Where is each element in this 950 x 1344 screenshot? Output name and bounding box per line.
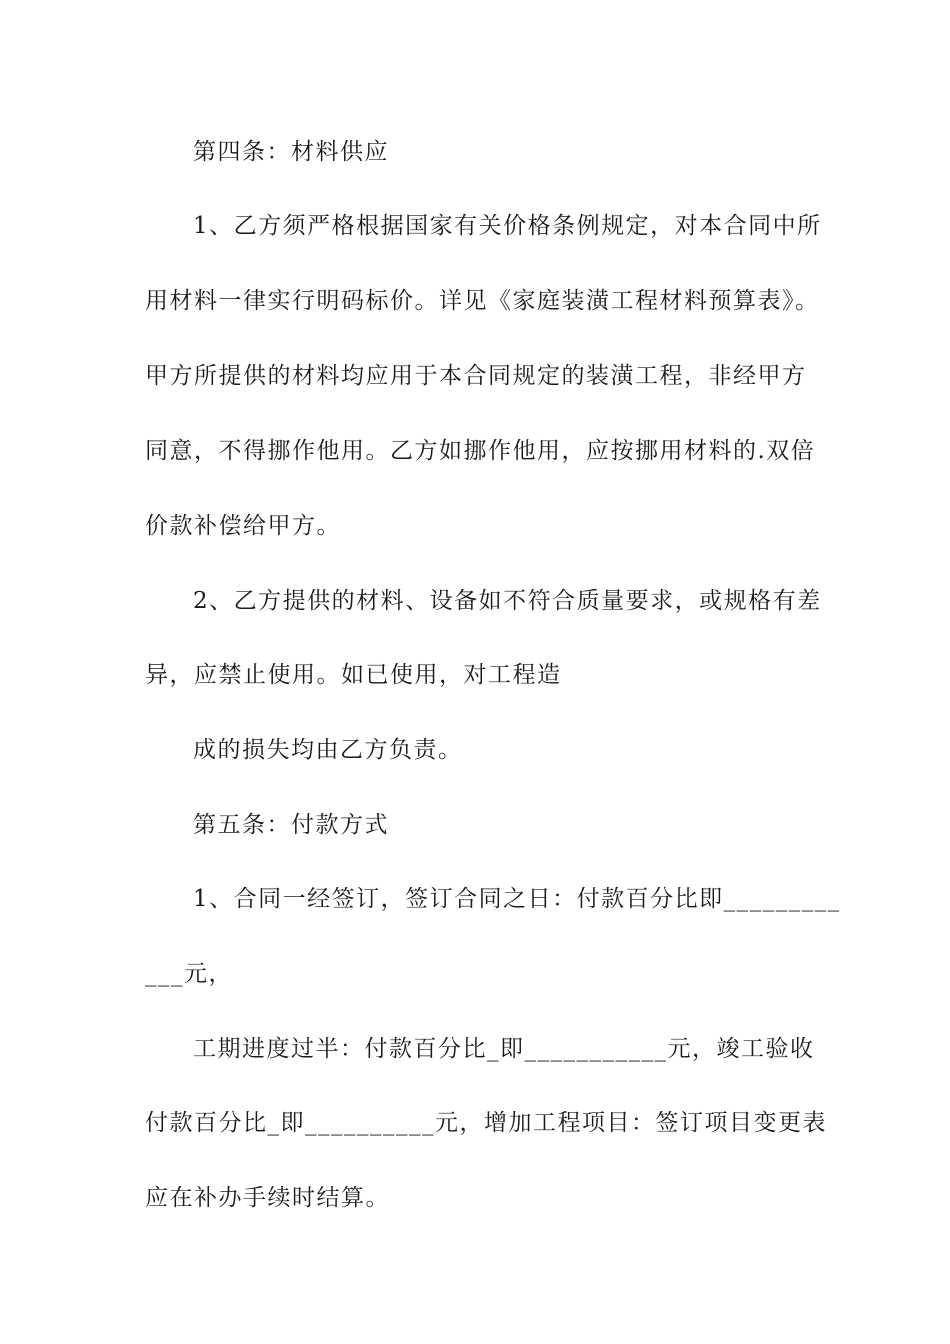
paragraph-line: 应在补办手续时结算。 xyxy=(145,1185,390,1211)
paragraph-line: 用材料一律实行明码标价。详见《家庭装潢工程材料预算表》。 xyxy=(145,288,820,314)
paragraph-line: 工期进度过半：付款百分比_即___________元，竣工验收 xyxy=(193,1036,815,1062)
section-heading-4: 第四条：材料供应 xyxy=(193,139,389,165)
paragraph-line: 付款百分比_即__________元，增加工程项目：签订项目变更表 xyxy=(145,1110,827,1136)
paragraph-line: 1、合同一经签订，签订合同之日：付款百分比即_________ xyxy=(193,886,841,912)
paragraph-line: 甲方所提供的材料均应用于本合同规定的装潢工程，非经甲方 xyxy=(145,363,807,389)
paragraph-line: 同意，不得挪作他用。乙方如挪作他用，应按挪用材料的.双倍 xyxy=(145,438,816,464)
paragraph-line: 2、乙方提供的材料、设备如不符合质量要求，或规格有差 xyxy=(193,588,822,614)
paragraph-line: 成的损失均由乙方负责。 xyxy=(193,737,463,763)
paragraph-line: ___元， xyxy=(145,961,233,987)
section-heading-5: 第五条：付款方式 xyxy=(193,812,389,838)
paragraph-line: 价款补偿给甲方。 xyxy=(145,513,341,539)
paragraph-line: 1、乙方须严格根据国家有关价格条例规定，对本合同中所 xyxy=(193,213,822,239)
paragraph-line: 异，应禁止使用。如已使用，对工程造 xyxy=(145,662,562,688)
